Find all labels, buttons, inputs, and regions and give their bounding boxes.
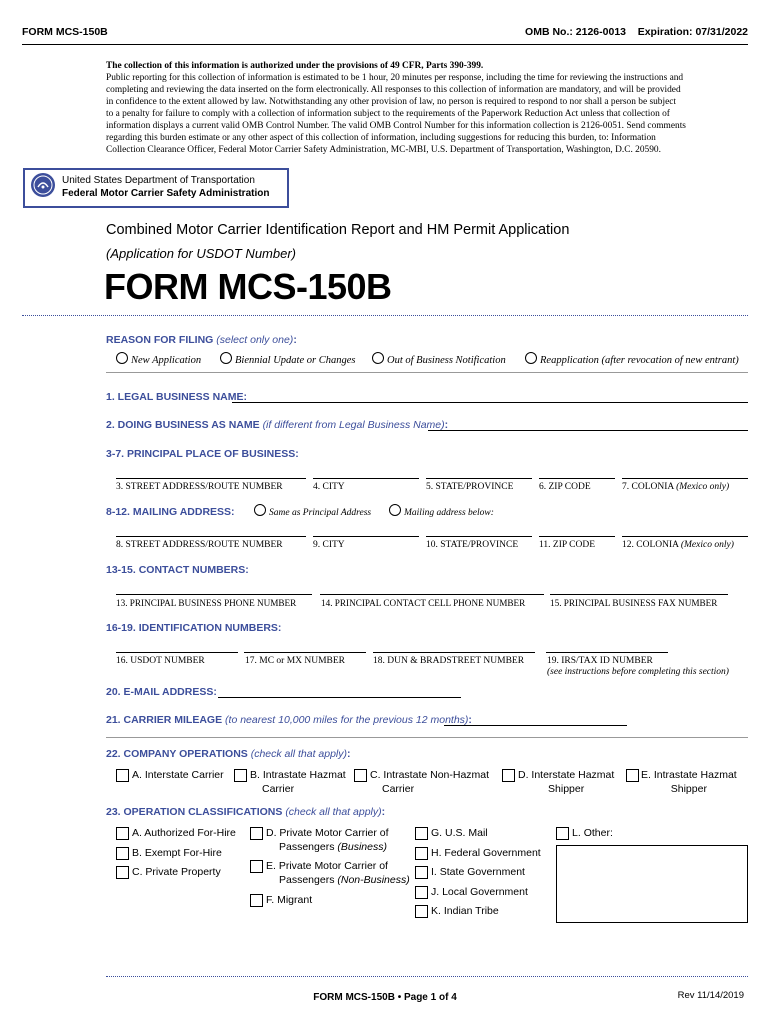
mc-mx-caption: 17. MC or MX NUMBER [245,656,346,666]
mileage-field[interactable] [444,725,627,726]
interstate-hazmat-shipper-label: D. Interstate Hazmat Shipper [518,769,615,795]
agency-dept: United States Department of Transportation [62,175,255,186]
usdot-caption: 16. USDOT NUMBER [116,656,205,666]
notice-line: Collection Clearance Officer, Federal Motor Carrier Safety Administration, MC-MBI, U.S. Department of Transportation, Washington, D.C. 20590. [106,145,661,155]
irs-note: (see instructions before completing this section) [547,667,729,677]
business-phone-caption: 13. PRINCIPAL BUSINESS PHONE NUMBER [116,598,297,608]
footer-rule [106,976,748,977]
title-line2: (Application for USDOT Number) [106,246,296,261]
principal-state-field[interactable] [426,478,532,479]
footer-rev: Rev 11/14/2019 [677,990,744,1001]
header-rule [22,44,748,45]
mailing-street-field[interactable] [116,536,306,537]
principal-colonia-field[interactable] [622,478,748,479]
principal-zip-field[interactable] [539,478,615,479]
mc-mx-field[interactable] [244,652,366,653]
federal-government-label: H. Federal Government [431,847,541,859]
checkbox-private-passengers-nonbusiness[interactable] [250,860,263,873]
notice-line: information displays a current valid OMB Control Number. The valid OMB Control Number for this information collection is 2126-0051. Send comments [106,121,686,131]
title-rule [22,315,748,316]
section-rule [106,372,748,373]
mailing-zip-caption: 11. ZIP CODE [539,540,596,550]
mileage-label: 21. CARRIER MILEAGE (to nearest 10,000 miles for the previous 12 months): [106,714,472,726]
legal-name-field[interactable] [232,402,748,403]
checkbox-authorized-for-hire[interactable] [116,827,129,840]
email-field[interactable] [218,697,461,698]
legal-name-label: 1. LEGAL BUSINESS NAME: [106,391,247,403]
business-phone-field[interactable] [116,594,312,595]
local-government-label: J. Local Government [431,886,528,898]
ident-label: 16-19. IDENTIFICATION NUMBERS: [106,622,282,634]
radio-icon[interactable] [254,504,266,516]
header-omb [525,26,748,38]
principal-city-caption: 4. CITY [313,482,345,492]
dot-seal-graphic [31,173,55,197]
radio-icon[interactable] [525,352,537,364]
mailing-label: 8-12. MAILING ADDRESS: [106,506,235,518]
radio-icon[interactable] [372,352,384,364]
mailing-city-caption: 9. CITY [313,540,345,550]
checkbox-intrastate-hazmat-carrier[interactable] [234,769,247,782]
omb-number: OMB No.: 2126-0013 [525,26,627,38]
reason-reapplication[interactable]: Reapplication (after revocation of new entrant) [525,352,739,366]
checkbox-other[interactable] [556,827,569,840]
dot-seal-icon [31,173,55,197]
classifications-label: 23. OPERATION CLASSIFICATIONS (check all that apply): [106,806,386,818]
reason-new-application[interactable]: New Application [116,352,201,366]
reason-biennial-update[interactable]: Biennial Update or Changes [220,352,355,366]
checkbox-state-government[interactable] [415,866,428,879]
principal-street-caption: 3. STREET ADDRESS/ROUTE NUMBER [116,482,283,492]
section-rule [106,737,748,738]
other-text-box[interactable] [556,845,748,923]
principal-zip-caption: 6. ZIP CODE [539,482,591,492]
mailing-state-caption: 10. STATE/PROVINCE [426,540,519,550]
radio-icon[interactable] [389,504,401,516]
private-passengers-nonbusiness-label: E. Private Motor Carrier of Passengers (Non-Business) [266,860,410,886]
dun-caption: 18. DUN & BRADSTREET NUMBER [373,656,525,666]
checkbox-local-government[interactable] [415,886,428,899]
contact-label: 13-15. CONTACT NUMBERS: [106,564,249,576]
migrant-label: F. Migrant [266,894,313,906]
checkbox-federal-government[interactable] [415,847,428,860]
email-label: 20. E-MAIL ADDRESS: [106,686,217,698]
usdot-field[interactable] [116,652,238,653]
expiration-date: Expiration: 07/31/2022 [637,26,748,38]
intrastate-hazmat-carrier-label: B. Intrastate Hazmat Carrier [250,769,346,795]
cell-phone-caption: 14. PRINCIPAL CONTACT CELL PHONE NUMBER [321,598,526,608]
mailing-state-field[interactable] [426,536,532,537]
principal-city-field[interactable] [313,478,419,479]
mailing-city-field[interactable] [313,536,419,537]
principal-street-field[interactable] [116,478,306,479]
radio-icon[interactable] [220,352,232,364]
header-form-id: FORM MCS-150B [22,26,108,38]
mailing-colonia-caption: 12. COLONIA (Mexico only) [622,540,734,550]
checkbox-interstate-hazmat-shipper[interactable] [502,769,515,782]
footer-page: FORM MCS-150B • Page 1 of 4 [313,992,457,1003]
mailing-same-option[interactable]: Same as Principal Address [254,504,371,518]
checkbox-migrant[interactable] [250,894,263,907]
operations-label: 22. COMPANY OPERATIONS (check all that apply): [106,748,351,760]
intrastate-hazmat-shipper-label: E. Intrastate Hazmat Shipper [641,769,737,795]
reason-label: REASON FOR FILING (select only one): [106,334,297,346]
notice-block [106,60,746,156]
checkbox-private-passengers-business[interactable] [250,827,263,840]
dun-field[interactable] [373,652,535,653]
checkbox-private-property[interactable] [116,866,129,879]
us-mail-label: G. U.S. Mail [431,827,488,839]
checkbox-interstate-carrier[interactable] [116,769,129,782]
checkbox-intrastate-nonhazmat-carrier[interactable] [354,769,367,782]
checkbox-indian-tribe[interactable] [415,905,428,918]
mailing-zip-field[interactable] [539,536,615,537]
radio-icon[interactable] [116,352,128,364]
irs-caption: 19. IRS/TAX ID NUMBER [547,656,653,666]
notice-line: Public reporting for this collection of information is estimated to be 1 hour, 20 minutes per response, including the time for reviewing the instructions and [106,73,684,83]
checkbox-exempt-for-hire[interactable] [116,847,129,860]
mailing-below-option[interactable]: Mailing address below: [389,504,494,518]
fax-caption: 15. PRINCIPAL BUSINESS FAX NUMBER [550,598,718,608]
checkbox-intrastate-hazmat-shipper[interactable] [626,769,639,782]
indian-tribe-label: K. Indian Tribe [431,905,499,917]
principal-colonia-caption: 7. COLONIA (Mexico only) [622,482,730,492]
other-label: L. Other: [572,827,613,839]
notice-line: in confidence to the extent allowed by law. Notwithstanding any other provision of law, no person is required to respond to nor shall a person be subject [106,97,677,107]
private-property-label: C. Private Property [132,866,221,878]
notice-line: to a penalty for failure to comply with a collection of information subject to the requirements of the Paperwork Reduction Act unless that collection of [106,109,670,119]
page-title: FORM MCS-150B [104,266,392,307]
title-line1: Combined Motor Carrier Identification Report and HM Permit Application [106,222,570,238]
notice-authority: The collection of this information is authorized under the provisions of 49 CFR, Parts 390-399. [106,61,484,71]
mailing-street-caption: 8. STREET ADDRESS/ROUTE NUMBER [116,540,283,550]
authorized-for-hire-label: A. Authorized For-Hire [132,827,236,839]
irs-field[interactable] [546,652,668,653]
dba-field[interactable] [428,430,748,431]
checkbox-us-mail[interactable] [415,827,428,840]
notice-line: regarding this burden estimate or any other aspect of this collection of information, including suggestions for reducing this burden, to: Information [106,133,656,143]
dba-label: 2. DOING BUSINESS AS NAME (if different from Legal Business Name): [106,419,449,431]
principal-state-caption: 5. STATE/PROVINCE [426,482,514,492]
cell-phone-field[interactable] [320,594,544,595]
mailing-colonia-field[interactable] [622,536,748,537]
private-passengers-business-label: D. Private Motor Carrier of Passengers (Business) [266,827,389,853]
state-government-label: I. State Government [431,866,525,878]
exempt-for-hire-label: B. Exempt For-Hire [132,847,222,859]
interstate-carrier-label: A. Interstate Carrier [132,769,224,781]
principal-label: 3-7. PRINCIPAL PLACE OF BUSINESS: [106,448,299,460]
agency-admin: Federal Motor Carrier Safety Administration [62,188,270,199]
intrastate-nonhazmat-carrier-label: C. Intrastate Non-Hazmat Carrier [370,769,490,795]
notice-line: completing and reviewing the data inserted on the form electronically. All responses to this collection of information are mandatory, and will be provided [106,85,681,95]
fax-field[interactable] [550,594,728,595]
reason-out-of-business[interactable]: Out of Business Notification [372,352,506,366]
